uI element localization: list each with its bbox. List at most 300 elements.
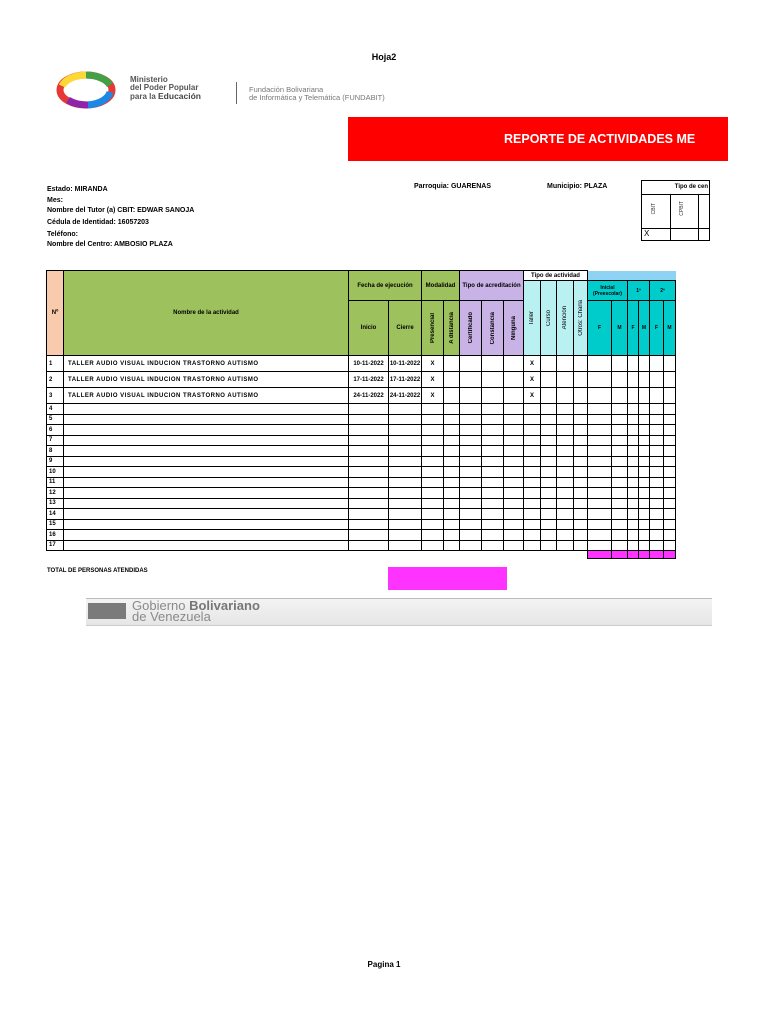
row-count-cell[interactable] bbox=[650, 425, 664, 436]
row-count-cell[interactable] bbox=[588, 540, 612, 551]
row-number[interactable]: 2 bbox=[47, 372, 64, 388]
row-cierre[interactable] bbox=[389, 446, 422, 457]
row-certificado[interactable] bbox=[460, 519, 482, 530]
row-inicio[interactable] bbox=[349, 509, 389, 520]
row-constancia[interactable] bbox=[482, 435, 504, 446]
row-certificado[interactable] bbox=[460, 404, 482, 415]
row-nombre[interactable]: TALLER AUDIO VISUAL INDUCION TRASTORNO AUTISMO bbox=[64, 372, 349, 388]
row-atencion[interactable] bbox=[557, 388, 574, 404]
row-count-cell[interactable] bbox=[628, 530, 639, 541]
row-constancia[interactable] bbox=[482, 519, 504, 530]
row-cierre[interactable]: 10-11-2022 bbox=[389, 356, 422, 372]
row-constancia[interactable] bbox=[482, 425, 504, 436]
row-constancia[interactable] bbox=[482, 446, 504, 457]
row-count-cell[interactable] bbox=[639, 498, 650, 509]
row-adistancia[interactable] bbox=[444, 467, 460, 478]
row-count-cell[interactable] bbox=[628, 519, 639, 530]
row-adistancia[interactable] bbox=[444, 488, 460, 499]
row-count-cell[interactable] bbox=[664, 414, 676, 425]
row-count-cell[interactable] bbox=[588, 388, 612, 404]
row-cierre[interactable] bbox=[389, 519, 422, 530]
row-count-cell[interactable] bbox=[639, 509, 650, 520]
row-inicio[interactable] bbox=[349, 435, 389, 446]
row-otros[interactable] bbox=[574, 414, 588, 425]
row-count-cell[interactable] bbox=[628, 372, 639, 388]
row-taller[interactable] bbox=[524, 435, 541, 446]
row-otros[interactable] bbox=[574, 404, 588, 415]
row-count-cell[interactable] bbox=[588, 477, 612, 488]
row-nombre[interactable] bbox=[64, 425, 349, 436]
row-adistancia[interactable] bbox=[444, 540, 460, 551]
row-ninguna[interactable] bbox=[504, 456, 524, 467]
row-count-cell[interactable] bbox=[650, 509, 664, 520]
row-otros[interactable] bbox=[574, 425, 588, 436]
row-presencial[interactable] bbox=[422, 488, 444, 499]
row-taller[interactable] bbox=[524, 540, 541, 551]
row-taller[interactable] bbox=[524, 414, 541, 425]
row-inicio[interactable] bbox=[349, 477, 389, 488]
row-constancia[interactable] bbox=[482, 456, 504, 467]
row-taller[interactable] bbox=[524, 509, 541, 520]
row-ninguna[interactable] bbox=[504, 498, 524, 509]
row-taller[interactable] bbox=[524, 456, 541, 467]
row-count-cell[interactable] bbox=[639, 388, 650, 404]
row-cierre[interactable]: 17-11-2022 bbox=[389, 372, 422, 388]
row-count-cell[interactable] bbox=[650, 372, 664, 388]
row-adistancia[interactable] bbox=[444, 530, 460, 541]
row-count-cell[interactable] bbox=[664, 425, 676, 436]
row-count-cell[interactable] bbox=[588, 372, 612, 388]
row-curso[interactable] bbox=[541, 372, 557, 388]
row-ninguna[interactable] bbox=[504, 519, 524, 530]
row-cierre[interactable] bbox=[389, 488, 422, 499]
row-otros[interactable] bbox=[574, 477, 588, 488]
row-atencion[interactable] bbox=[557, 372, 574, 388]
row-count-cell[interactable] bbox=[664, 477, 676, 488]
row-otros[interactable] bbox=[574, 356, 588, 372]
row-ninguna[interactable] bbox=[504, 477, 524, 488]
row-inicio[interactable] bbox=[349, 456, 389, 467]
row-count-cell[interactable] bbox=[650, 456, 664, 467]
row-count-cell[interactable] bbox=[588, 456, 612, 467]
row-count-cell[interactable] bbox=[664, 456, 676, 467]
row-otros[interactable] bbox=[574, 540, 588, 551]
row-otros[interactable] bbox=[574, 435, 588, 446]
row-count-cell[interactable] bbox=[612, 372, 628, 388]
row-count-cell[interactable] bbox=[664, 540, 676, 551]
row-cierre[interactable] bbox=[389, 425, 422, 436]
row-taller[interactable] bbox=[524, 477, 541, 488]
row-certificado[interactable] bbox=[460, 356, 482, 372]
row-ninguna[interactable] bbox=[504, 356, 524, 372]
row-curso[interactable] bbox=[541, 509, 557, 520]
row-count-cell[interactable] bbox=[664, 467, 676, 478]
row-inicio[interactable] bbox=[349, 414, 389, 425]
row-certificado[interactable] bbox=[460, 388, 482, 404]
row-nombre[interactable] bbox=[64, 456, 349, 467]
row-count-cell[interactable] bbox=[664, 509, 676, 520]
row-count-cell[interactable] bbox=[612, 540, 628, 551]
row-ninguna[interactable] bbox=[504, 425, 524, 436]
row-atencion[interactable] bbox=[557, 425, 574, 436]
row-atencion[interactable] bbox=[557, 404, 574, 415]
row-number[interactable]: 1 bbox=[47, 356, 64, 372]
row-nombre[interactable] bbox=[64, 477, 349, 488]
row-otros[interactable] bbox=[574, 388, 588, 404]
row-cierre[interactable]: 24-11-2022 bbox=[389, 388, 422, 404]
row-count-cell[interactable] bbox=[612, 530, 628, 541]
row-certificado[interactable] bbox=[460, 456, 482, 467]
row-cierre[interactable] bbox=[389, 509, 422, 520]
row-atencion[interactable] bbox=[557, 356, 574, 372]
row-presencial[interactable] bbox=[422, 530, 444, 541]
row-number[interactable]: 12 bbox=[47, 488, 64, 499]
row-count-cell[interactable] bbox=[650, 530, 664, 541]
row-cierre[interactable] bbox=[389, 530, 422, 541]
row-presencial[interactable] bbox=[422, 467, 444, 478]
row-count-cell[interactable] bbox=[664, 435, 676, 446]
row-count-cell[interactable] bbox=[628, 356, 639, 372]
row-count-cell[interactable] bbox=[639, 467, 650, 478]
row-otros[interactable] bbox=[574, 519, 588, 530]
row-inicio[interactable]: 24-11-2022 bbox=[349, 388, 389, 404]
row-atencion[interactable] bbox=[557, 509, 574, 520]
row-adistancia[interactable] bbox=[444, 356, 460, 372]
row-count-cell[interactable] bbox=[664, 404, 676, 415]
row-count-cell[interactable] bbox=[639, 488, 650, 499]
row-taller[interactable] bbox=[524, 467, 541, 478]
row-ninguna[interactable] bbox=[504, 488, 524, 499]
row-curso[interactable] bbox=[541, 488, 557, 499]
row-taller[interactable]: X bbox=[524, 372, 541, 388]
row-count-cell[interactable] bbox=[639, 425, 650, 436]
row-number[interactable]: 13 bbox=[47, 498, 64, 509]
row-curso[interactable] bbox=[541, 414, 557, 425]
row-inicio[interactable] bbox=[349, 519, 389, 530]
row-count-cell[interactable] bbox=[612, 509, 628, 520]
row-count-cell[interactable] bbox=[650, 467, 664, 478]
row-constancia[interactable] bbox=[482, 509, 504, 520]
row-count-cell[interactable] bbox=[639, 477, 650, 488]
row-curso[interactable] bbox=[541, 498, 557, 509]
row-count-cell[interactable] bbox=[628, 488, 639, 499]
row-count-cell[interactable] bbox=[588, 404, 612, 415]
row-nombre[interactable]: TALLER AUDIO VISUAL INDUCION TRASTORNO AUTISMO bbox=[64, 388, 349, 404]
row-inicio[interactable]: 17-11-2022 bbox=[349, 372, 389, 388]
row-curso[interactable] bbox=[541, 435, 557, 446]
row-inicio[interactable] bbox=[349, 446, 389, 457]
row-count-cell[interactable] bbox=[639, 530, 650, 541]
row-taller[interactable] bbox=[524, 404, 541, 415]
row-presencial[interactable] bbox=[422, 404, 444, 415]
row-number[interactable]: 17 bbox=[47, 540, 64, 551]
row-count-cell[interactable] bbox=[628, 446, 639, 457]
row-adistancia[interactable] bbox=[444, 477, 460, 488]
row-number[interactable]: 8 bbox=[47, 446, 64, 457]
row-curso[interactable] bbox=[541, 404, 557, 415]
row-ninguna[interactable] bbox=[504, 509, 524, 520]
row-count-cell[interactable] bbox=[639, 356, 650, 372]
row-presencial[interactable] bbox=[422, 477, 444, 488]
row-count-cell[interactable] bbox=[650, 388, 664, 404]
row-count-cell[interactable] bbox=[612, 404, 628, 415]
row-cierre[interactable] bbox=[389, 498, 422, 509]
row-constancia[interactable] bbox=[482, 414, 504, 425]
row-number[interactable]: 10 bbox=[47, 467, 64, 478]
row-count-cell[interactable] bbox=[639, 540, 650, 551]
row-count-cell[interactable] bbox=[639, 435, 650, 446]
row-count-cell[interactable] bbox=[588, 435, 612, 446]
row-count-cell[interactable] bbox=[612, 498, 628, 509]
row-atencion[interactable] bbox=[557, 477, 574, 488]
row-count-cell[interactable] bbox=[612, 456, 628, 467]
row-count-cell[interactable] bbox=[650, 356, 664, 372]
row-curso[interactable] bbox=[541, 519, 557, 530]
row-cierre[interactable] bbox=[389, 435, 422, 446]
row-count-cell[interactable] bbox=[664, 488, 676, 499]
row-otros[interactable] bbox=[574, 488, 588, 499]
row-inicio[interactable] bbox=[349, 488, 389, 499]
row-presencial[interactable] bbox=[422, 446, 444, 457]
row-curso[interactable] bbox=[541, 477, 557, 488]
row-certificado[interactable] bbox=[460, 488, 482, 499]
row-certificado[interactable] bbox=[460, 372, 482, 388]
row-curso[interactable] bbox=[541, 467, 557, 478]
row-certificado[interactable] bbox=[460, 414, 482, 425]
row-count-cell[interactable] bbox=[639, 519, 650, 530]
row-taller[interactable] bbox=[524, 530, 541, 541]
row-inicio[interactable] bbox=[349, 530, 389, 541]
row-count-cell[interactable] bbox=[628, 456, 639, 467]
row-number[interactable]: 7 bbox=[47, 435, 64, 446]
row-curso[interactable] bbox=[541, 425, 557, 436]
row-adistancia[interactable] bbox=[444, 519, 460, 530]
row-atencion[interactable] bbox=[557, 519, 574, 530]
row-atencion[interactable] bbox=[557, 446, 574, 457]
row-nombre[interactable] bbox=[64, 467, 349, 478]
row-constancia[interactable] bbox=[482, 477, 504, 488]
row-nombre[interactable] bbox=[64, 530, 349, 541]
row-cierre[interactable] bbox=[389, 414, 422, 425]
row-count-cell[interactable] bbox=[612, 388, 628, 404]
row-inicio[interactable]: 10-11-2022 bbox=[349, 356, 389, 372]
row-count-cell[interactable] bbox=[588, 530, 612, 541]
row-count-cell[interactable] bbox=[612, 488, 628, 499]
row-ninguna[interactable] bbox=[504, 435, 524, 446]
row-count-cell[interactable] bbox=[650, 404, 664, 415]
row-constancia[interactable] bbox=[482, 540, 504, 551]
row-curso[interactable] bbox=[541, 530, 557, 541]
row-adistancia[interactable] bbox=[444, 435, 460, 446]
row-adistancia[interactable] bbox=[444, 509, 460, 520]
row-count-cell[interactable] bbox=[664, 519, 676, 530]
row-curso[interactable] bbox=[541, 456, 557, 467]
row-constancia[interactable] bbox=[482, 388, 504, 404]
row-atencion[interactable] bbox=[557, 540, 574, 551]
row-constancia[interactable] bbox=[482, 467, 504, 478]
row-count-cell[interactable] bbox=[628, 435, 639, 446]
row-otros[interactable] bbox=[574, 372, 588, 388]
row-count-cell[interactable] bbox=[588, 467, 612, 478]
row-curso[interactable] bbox=[541, 540, 557, 551]
row-certificado[interactable] bbox=[460, 477, 482, 488]
row-ninguna[interactable] bbox=[504, 388, 524, 404]
row-presencial[interactable] bbox=[422, 456, 444, 467]
row-otros[interactable] bbox=[574, 530, 588, 541]
row-certificado[interactable] bbox=[460, 435, 482, 446]
row-count-cell[interactable] bbox=[612, 414, 628, 425]
row-curso[interactable] bbox=[541, 356, 557, 372]
row-taller[interactable] bbox=[524, 498, 541, 509]
row-number[interactable]: 16 bbox=[47, 530, 64, 541]
row-count-cell[interactable] bbox=[588, 414, 612, 425]
row-cierre[interactable] bbox=[389, 467, 422, 478]
row-count-cell[interactable] bbox=[628, 388, 639, 404]
row-count-cell[interactable] bbox=[588, 488, 612, 499]
row-count-cell[interactable] bbox=[588, 356, 612, 372]
row-inicio[interactable] bbox=[349, 498, 389, 509]
row-presencial[interactable]: X bbox=[422, 388, 444, 404]
row-certificado[interactable] bbox=[460, 498, 482, 509]
row-count-cell[interactable] bbox=[628, 498, 639, 509]
row-count-cell[interactable] bbox=[664, 372, 676, 388]
row-taller[interactable]: X bbox=[524, 356, 541, 372]
total-value-box[interactable] bbox=[388, 567, 507, 590]
row-presencial[interactable]: X bbox=[422, 372, 444, 388]
row-taller[interactable] bbox=[524, 519, 541, 530]
row-curso[interactable] bbox=[541, 446, 557, 457]
row-cierre[interactable] bbox=[389, 477, 422, 488]
row-count-cell[interactable] bbox=[639, 446, 650, 457]
row-adistancia[interactable] bbox=[444, 372, 460, 388]
row-constancia[interactable] bbox=[482, 404, 504, 415]
row-atencion[interactable] bbox=[557, 530, 574, 541]
row-presencial[interactable]: X bbox=[422, 356, 444, 372]
row-certificado[interactable] bbox=[460, 530, 482, 541]
row-ninguna[interactable] bbox=[504, 467, 524, 478]
row-inicio[interactable] bbox=[349, 404, 389, 415]
row-adistancia[interactable] bbox=[444, 404, 460, 415]
row-presencial[interactable] bbox=[422, 509, 444, 520]
row-nombre[interactable] bbox=[64, 519, 349, 530]
row-count-cell[interactable] bbox=[664, 356, 676, 372]
row-otros[interactable] bbox=[574, 467, 588, 478]
row-nombre[interactable] bbox=[64, 404, 349, 415]
row-atencion[interactable] bbox=[557, 467, 574, 478]
row-ninguna[interactable] bbox=[504, 414, 524, 425]
row-count-cell[interactable] bbox=[588, 425, 612, 436]
row-count-cell[interactable] bbox=[650, 435, 664, 446]
row-atencion[interactable] bbox=[557, 488, 574, 499]
row-count-cell[interactable] bbox=[628, 467, 639, 478]
row-count-cell[interactable] bbox=[628, 509, 639, 520]
row-number[interactable]: 4 bbox=[47, 404, 64, 415]
row-certificado[interactable] bbox=[460, 425, 482, 436]
row-taller[interactable]: X bbox=[524, 388, 541, 404]
row-number[interactable]: 3 bbox=[47, 388, 64, 404]
row-atencion[interactable] bbox=[557, 414, 574, 425]
row-constancia[interactable] bbox=[482, 498, 504, 509]
row-count-cell[interactable] bbox=[650, 477, 664, 488]
row-count-cell[interactable] bbox=[650, 446, 664, 457]
row-number[interactable]: 6 bbox=[47, 425, 64, 436]
row-count-cell[interactable] bbox=[612, 435, 628, 446]
row-inicio[interactable] bbox=[349, 540, 389, 551]
row-presencial[interactable] bbox=[422, 540, 444, 551]
row-atencion[interactable] bbox=[557, 435, 574, 446]
row-count-cell[interactable] bbox=[650, 414, 664, 425]
row-ninguna[interactable] bbox=[504, 372, 524, 388]
row-ninguna[interactable] bbox=[504, 530, 524, 541]
row-curso[interactable] bbox=[541, 388, 557, 404]
row-number[interactable]: 11 bbox=[47, 477, 64, 488]
row-presencial[interactable] bbox=[422, 498, 444, 509]
row-taller[interactable] bbox=[524, 446, 541, 457]
row-nombre[interactable] bbox=[64, 540, 349, 551]
row-count-cell[interactable] bbox=[628, 540, 639, 551]
row-otros[interactable] bbox=[574, 498, 588, 509]
row-cierre[interactable] bbox=[389, 456, 422, 467]
row-nombre[interactable] bbox=[64, 446, 349, 457]
row-nombre[interactable] bbox=[64, 498, 349, 509]
row-count-cell[interactable] bbox=[664, 530, 676, 541]
row-certificado[interactable] bbox=[460, 467, 482, 478]
row-count-cell[interactable] bbox=[628, 425, 639, 436]
row-count-cell[interactable] bbox=[650, 498, 664, 509]
row-taller[interactable] bbox=[524, 488, 541, 499]
row-count-cell[interactable] bbox=[588, 509, 612, 520]
row-count-cell[interactable] bbox=[588, 498, 612, 509]
row-nombre[interactable] bbox=[64, 414, 349, 425]
row-atencion[interactable] bbox=[557, 456, 574, 467]
row-adistancia[interactable] bbox=[444, 498, 460, 509]
row-adistancia[interactable] bbox=[444, 456, 460, 467]
row-ninguna[interactable] bbox=[504, 446, 524, 457]
row-count-cell[interactable] bbox=[588, 446, 612, 457]
row-adistancia[interactable] bbox=[444, 425, 460, 436]
row-otros[interactable] bbox=[574, 446, 588, 457]
row-number[interactable]: 9 bbox=[47, 456, 64, 467]
row-adistancia[interactable] bbox=[444, 446, 460, 457]
row-adistancia[interactable] bbox=[444, 414, 460, 425]
row-count-cell[interactable] bbox=[612, 477, 628, 488]
row-presencial[interactable] bbox=[422, 519, 444, 530]
row-count-cell[interactable] bbox=[650, 540, 664, 551]
row-count-cell[interactable] bbox=[639, 404, 650, 415]
row-number[interactable]: 14 bbox=[47, 509, 64, 520]
row-count-cell[interactable] bbox=[588, 519, 612, 530]
row-count-cell[interactable] bbox=[628, 404, 639, 415]
row-otros[interactable] bbox=[574, 509, 588, 520]
row-nombre[interactable]: TALLER AUDIO VISUAL INDUCION TRASTORNO AUTISMO bbox=[64, 356, 349, 372]
row-taller[interactable] bbox=[524, 425, 541, 436]
row-count-cell[interactable] bbox=[664, 446, 676, 457]
row-number[interactable]: 5 bbox=[47, 414, 64, 425]
row-nombre[interactable] bbox=[64, 488, 349, 499]
row-inicio[interactable] bbox=[349, 467, 389, 478]
row-constancia[interactable] bbox=[482, 356, 504, 372]
row-count-cell[interactable] bbox=[612, 446, 628, 457]
row-count-cell[interactable] bbox=[664, 498, 676, 509]
row-count-cell[interactable] bbox=[664, 388, 676, 404]
row-nombre[interactable] bbox=[64, 435, 349, 446]
row-adistancia[interactable] bbox=[444, 388, 460, 404]
row-count-cell[interactable] bbox=[650, 519, 664, 530]
row-count-cell[interactable] bbox=[612, 356, 628, 372]
row-constancia[interactable] bbox=[482, 530, 504, 541]
row-count-cell[interactable] bbox=[639, 414, 650, 425]
row-count-cell[interactable] bbox=[639, 456, 650, 467]
